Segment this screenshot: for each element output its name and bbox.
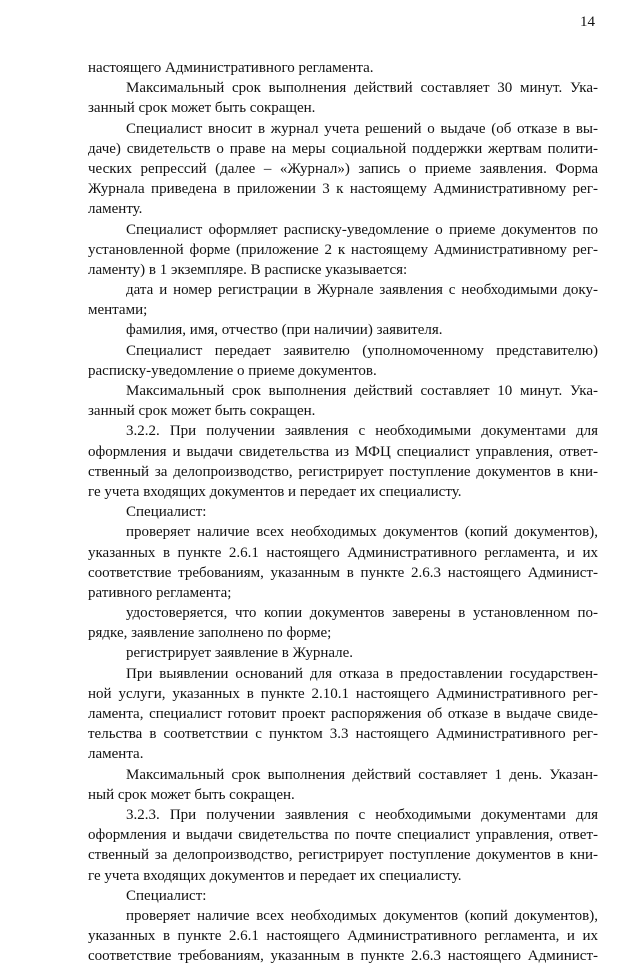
text-line: даче) свидетельств о праве на меры социальной поддержки жертвам полити- [88,140,598,157]
text-line: 3.2.2. При получении заявления с необходимыми документами для [126,423,598,440]
text-line: занный срок может быть сокращен. [88,100,316,117]
text-line: указанных в пункте 2.6.1 настоящего Административного регламента, и их [88,928,598,945]
text-line: ге учета входящих документов и передает их специалисту. [88,483,462,500]
text-line: ге учета входящих документов и передает их специалисту. [88,867,462,884]
text-line: соответствие требованиям, указанным в пункте 2.6.3 настоящего Админист- [88,564,598,581]
text-line: Журнала приведена в приложении 3 к настоящему Административному рег- [88,181,598,198]
text-line: расписку-уведомление о приеме документов. [88,362,377,379]
text-line: установленной форме (приложение 2 к настоящему Административному рег- [88,241,598,258]
text-line: Специалист: [126,887,207,904]
text-line: Специалист оформляет расписку-уведомление о приеме документов по [126,221,598,238]
text-line: ламенту. [88,201,143,218]
text-line: тельства в соответствии с пунктом 3.3 настоящего Административного рег- [88,726,598,743]
text-line: регистрирует заявление в Журнале. [126,645,354,662]
text-line: При выявлении оснований для отказа в предоставлении государствен- [126,665,598,682]
text-line: дата и номер регистрации в Журнале заявления с необходимыми доку- [126,282,598,299]
text-line: Максимальный срок выполнения действий составляет 10 минут. Ука- [126,383,598,399]
text-line: фамилия, имя, отчество (при наличии) заявителя. [126,322,443,339]
text-line: ламенту) в 1 экземпляре. В расписке указывается: [88,261,408,278]
text-line: ментами; [88,302,148,319]
text-line: ственный за делопроизводство, регистрирует поступление документов в кни- [88,847,598,864]
text-line: Специалист: [126,504,207,521]
text-line: ный срок может быть сокращен. [88,786,295,803]
text-line: проверяет наличие всех необходимых документов (копий документов), [126,524,598,541]
text-line: ламента, специалист готовит проект распоряжения об отказе в выдаче свиде- [88,706,598,722]
text-line: занный срок может быть сокращен. [88,403,316,420]
text-line: проверяет наличие всех необходимых документов (копий документов), [126,907,598,924]
text-line: указанных в пункте 2.6.1 настоящего Административного регламента, и их [88,544,598,561]
text-line: Специалист передает заявителю (уполномоченному представителю) [126,342,598,359]
text-line: Специалист вносит в журнал учета решений о выдаче (об отказе в вы- [126,120,598,137]
text-line: 3.2.3. При получении заявления с необходимыми документами для [126,806,598,823]
text-line: удостоверяется, что копии документов заверены в установленном по- [126,605,598,622]
text-line: Максимальный срок выполнения действий составляет 30 минут. Ука- [126,80,598,97]
page-number: 14 [580,14,595,30]
text-line: оформления и выдачи свидетельства по почте специалист управления, ответ- [88,827,598,844]
text-line: рядке, заявление заполнено по форме; [88,625,332,642]
document-body [88,58,598,966]
text-line: ративного регламента; [88,584,232,601]
text-line: ламента. [88,746,144,763]
text-line: ной услуги, указанных в пункте 2.10.1 настоящего Административного рег- [88,685,598,702]
text-line: оформления и выдачи свидетельства из МФЦ специалист управления, ответ- [88,443,598,460]
text-line: соответствие требованиям, указанным в пункте 2.6.3 настоящего Админист- [88,948,598,965]
text-line: ственный за делопроизводство, регистрирует поступление документов в кни- [88,463,598,480]
text-line: ческих репрессий (далее – «Журнал») запись о приеме заявления. Форма [88,160,598,177]
text-line: Максимальный срок выполнения действий составляет 1 день. Указан- [126,766,598,783]
text-line: настоящего Административного регламента. [88,60,374,76]
